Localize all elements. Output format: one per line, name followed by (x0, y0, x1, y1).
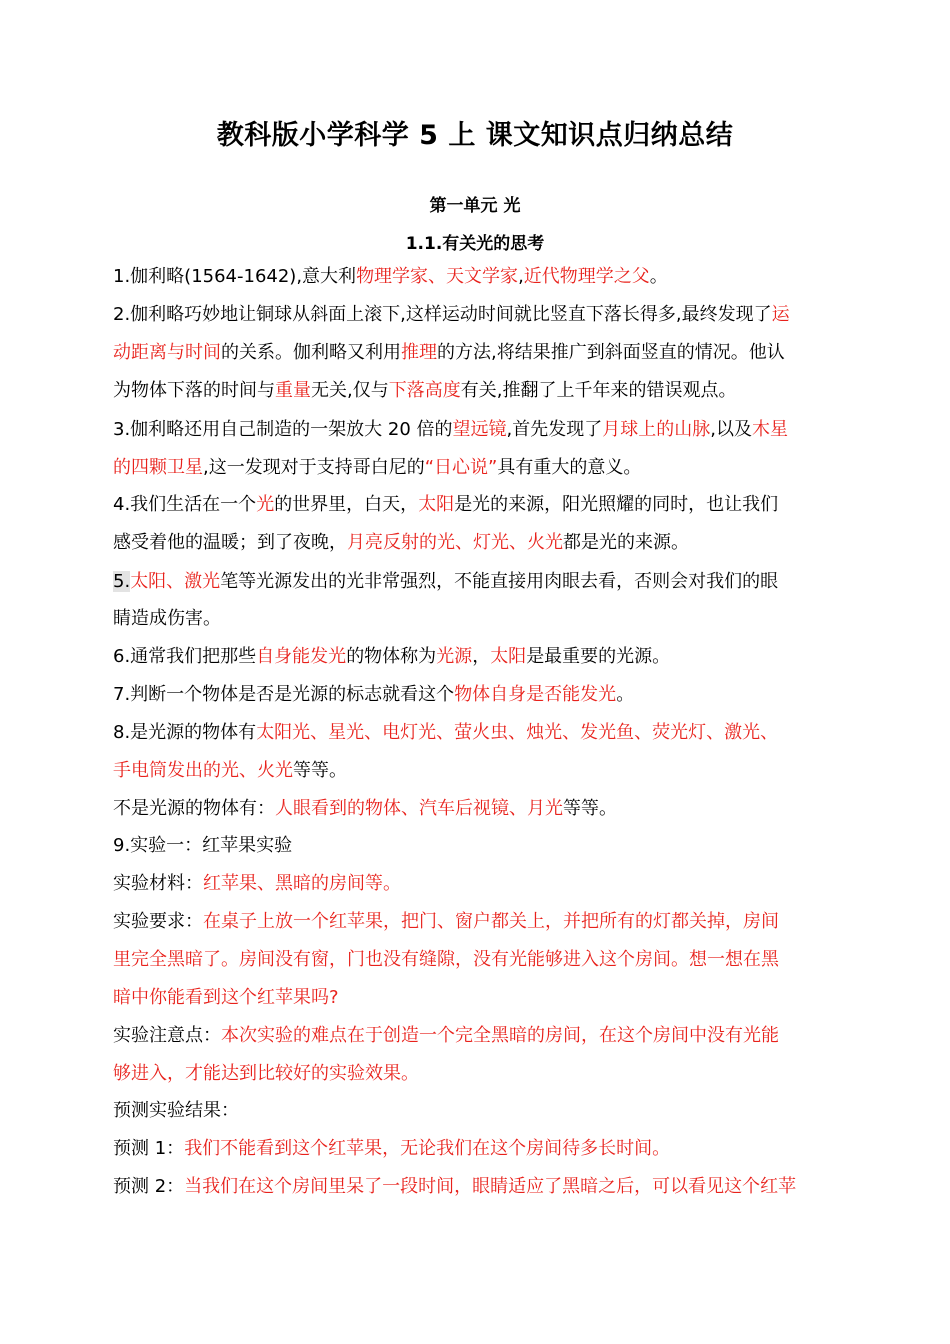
text-segment: 实验材料： (113, 873, 203, 894)
text-line (113, 948, 779, 972)
text-segment: 的物体称为 (346, 646, 437, 667)
text-line (113, 872, 401, 896)
highlighted-term: 手电筒发出的光、火光 (113, 760, 293, 781)
text-segment: 感受着他的温暖；到了夜晚， (113, 532, 347, 553)
text-segment: 预测 1： (113, 1138, 185, 1159)
text-segment: 的世界里，白天， (274, 494, 419, 515)
text-line (113, 759, 347, 783)
highlighted-term: 光 (256, 494, 275, 515)
text-line (113, 341, 785, 365)
text-segment: 7.判断一个物体是否是光源的标志就看这个 (113, 684, 455, 705)
text-segment: 是最重要的光源。 (526, 646, 671, 667)
highlighted-term: 自身能发光 (256, 646, 347, 667)
text-line (113, 531, 689, 555)
text-segment: 是光的来源，阳光照耀的同时，也让我们 (454, 494, 779, 515)
highlighted-term: 我们不能看到这个红苹果，无论我们在这个房间待多长时间。 (184, 1138, 671, 1159)
text-line (113, 456, 641, 480)
text-segment: 3.伽利略还用自己制造的一架放大 20 倍的 (113, 419, 453, 440)
highlighted-term: 当我们在这个房间里呆了一段时间，眼睛适应了黑暗之后，可以看见这个红苹 (184, 1176, 797, 1197)
highlighted-term: 动距离与时间 (113, 342, 221, 363)
text-line (113, 303, 790, 327)
text-segment: 预测 2： (113, 1176, 185, 1197)
text-line (113, 1137, 670, 1161)
text-segment: 5. (113, 571, 131, 592)
text-segment: 9.实验一：红苹果实验 (113, 835, 293, 856)
highlighted-term: 本次实验的难点在于创造一个完全黑暗的房间，在这个房间中没有光能 (221, 1025, 779, 1046)
text-line (113, 418, 788, 442)
text-segment: , (518, 266, 524, 287)
text-line (113, 645, 670, 669)
text-segment: ， (472, 646, 491, 667)
highlighted-term: 太阳 (490, 646, 527, 667)
highlighted-term: “日心说” (424, 457, 498, 478)
text-segment: 等等。 (293, 760, 347, 781)
text-segment: 笔等光源发出的光非常强烈，不能直接用肉眼去看，否则会对我们的眼 (220, 571, 779, 592)
text-segment: 实验注意点： (113, 1025, 221, 1046)
highlighted-term: 光源 (436, 646, 473, 667)
text-line (113, 379, 736, 403)
text-segment: ,以及 (710, 419, 752, 440)
text-segment: 都是光的来源。 (563, 532, 689, 553)
text-line (113, 1175, 796, 1199)
text-segment: 为物体下落的时间与 (113, 380, 275, 401)
text-line (113, 721, 778, 745)
text-line (113, 1024, 779, 1048)
highlighted-term: 近代物理学之父 (523, 266, 650, 287)
text-segment: 的关系。伽利略又利用 (221, 342, 401, 363)
text-segment: 等等。 (563, 798, 617, 819)
highlighted-term: 运 (771, 304, 790, 325)
text-segment: 6.通常我们把那些 (113, 646, 257, 667)
text-line (113, 493, 778, 517)
text-segment: 。 (649, 266, 668, 287)
text-segment: 8.是光源的物体有 (113, 722, 257, 743)
text-line (113, 910, 779, 934)
text-segment: 睛造成伤害。 (113, 608, 221, 629)
text-segment: 实验要求： (113, 911, 203, 932)
text-segment: ,这一发现对于支持哥白尼的 (203, 457, 425, 478)
text-segment: 有关,推翻了上千年来的错误观点。 (460, 380, 737, 401)
text-line (113, 265, 668, 289)
highlighted-term: 红苹果、黑暗的房间等。 (203, 873, 401, 894)
highlighted-term: 下落高度 (388, 380, 461, 401)
text-segment: 1.伽利略(1564-1642),意大利 (113, 266, 357, 287)
page-title: 教科版小学科学 5 上 课文知识点归纳总结 (216, 120, 734, 151)
highlighted-term: 重量 (275, 380, 311, 401)
text-segment: ,首先发现了 (506, 419, 603, 440)
highlighted-term: 物体自身是否能发光 (454, 684, 617, 705)
text-line (113, 834, 292, 858)
highlighted-term: 太阳、激光 (130, 571, 221, 592)
text-line (113, 607, 221, 631)
text-segment: 预测实验结果： (113, 1100, 239, 1121)
highlighted-term: 木星 (752, 419, 788, 440)
section-heading: 1.1.有关光的思考 (405, 234, 545, 254)
highlighted-term: 的四颗卫星 (113, 457, 203, 478)
highlighted-term: 太阳光、星光、电灯光、萤火虫、烛光、发光鱼、荧光灯、激光、 (256, 722, 779, 743)
highlighted-term: 在桌子上放一个红苹果，把门、窗户都关上，并把所有的灯都关掉，房间 (203, 911, 779, 932)
highlighted-term: 物理学家、天文学家 (356, 266, 519, 287)
highlighted-term: 够进入，才能达到比较好的实验效果。 (113, 1063, 419, 1084)
highlighted-term: 望远镜 (452, 419, 507, 440)
text-segment: 不是光源的物体有： (113, 798, 275, 819)
text-segment: 无关,仅与 (311, 380, 389, 401)
highlighted-term: 里完全黑暗了。房间没有窗，门也没有缝隙，没有光能够进入这个房间。想一想在黑 (113, 949, 779, 970)
text-segment: 具有重大的意义。 (497, 457, 642, 478)
highlighted-term: 月球上的山脉 (602, 419, 711, 440)
highlighted-term: 人眼看到的物体、汽车后视镜、月光 (275, 798, 563, 819)
text-line (113, 797, 617, 821)
text-line (113, 683, 634, 707)
text-line (113, 1099, 239, 1123)
text-line (113, 570, 778, 594)
text-line (113, 1062, 419, 1086)
text-segment: 2.伽利略巧妙地让铜球从斜面上滚下,这样运动时间就比竖直下落长得多,最终发现了 (113, 304, 772, 325)
text-line (113, 986, 339, 1010)
text-segment: 的方法,将结果推广到斜面竖直的情况。他认 (437, 342, 785, 363)
text-segment: 4.我们生活在一个 (113, 494, 257, 515)
highlighted-term: 暗中你能看到这个红苹果吗? (113, 987, 339, 1008)
highlighted-term: 太阳 (418, 494, 455, 515)
text-segment: 。 (616, 684, 635, 705)
highlighted-term: 推理 (401, 342, 437, 363)
unit-heading: 第一单元 光 (429, 196, 521, 216)
highlighted-term: 月亮反射的光、灯光、火光 (347, 532, 563, 553)
